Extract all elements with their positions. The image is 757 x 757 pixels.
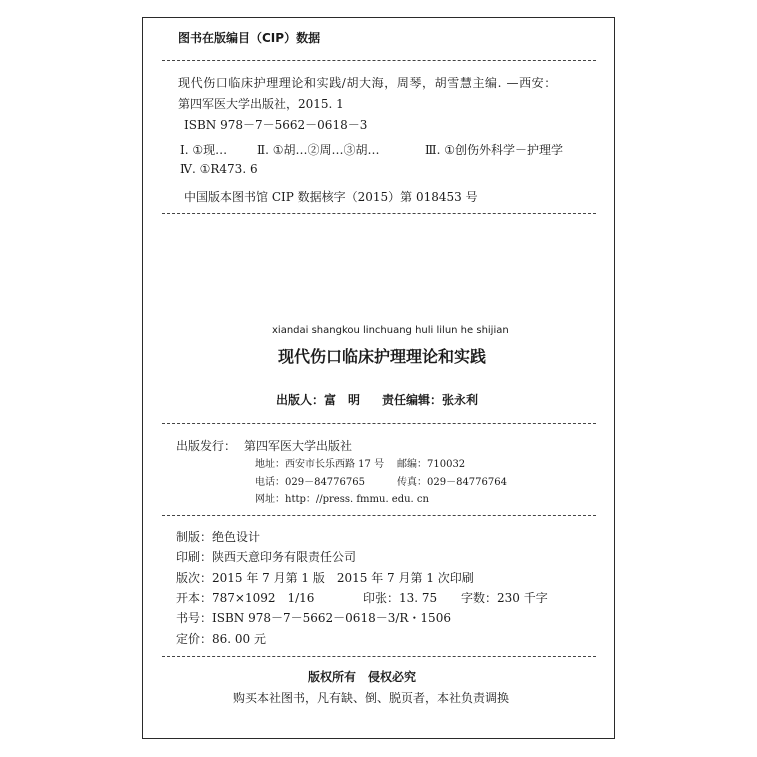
production-edition: 版次：2015 年 7 月第 1 版 2015 年 7 月第 1 次印刷 (176, 571, 474, 585)
book-title: 现代伤口临床护理理论和实践 (278, 347, 487, 366)
distribution-label: 出版发行： (176, 439, 237, 453)
cip-class-1: Ⅰ. ①现… (180, 143, 228, 157)
production-printing: 印刷：陕西天意印务有限责任公司 (176, 550, 357, 564)
cip-isbn: ISBN 978－7－5662－0618－3 (184, 118, 368, 132)
divider-production-end (162, 656, 596, 657)
divider-title-end (162, 423, 596, 424)
production-design: 制版：绝色设计 (176, 530, 261, 544)
production-words: 字数：230 千字 (461, 591, 548, 605)
cip-class-2: Ⅱ. ①胡…②周…③胡… (257, 143, 380, 157)
production-sheets: 印张：13. 75 (363, 591, 438, 605)
production-book-number: 书号：ISBN 978－7－5662－0618－3/R・1506 (176, 611, 451, 625)
cip-heading: 图书在版编目（CIP）数据 (178, 31, 321, 45)
publisher-person: 出版人：富 明 (276, 393, 361, 407)
cip-class-4: Ⅳ. ①R473. 6 (180, 162, 258, 176)
cip-line2: 第四军医大学出版社，2015. 1 (178, 97, 344, 111)
production-price: 定价：86. 00 元 (176, 632, 266, 646)
divider-cip-end (162, 213, 596, 214)
cip-line1: 现代伤口临床护理理论和实践/胡大海，周琴，胡雪慧主编. —西安： (178, 76, 557, 90)
distribution-address: 地址：西安市长乐西路 17 号 (255, 459, 385, 470)
cip-record: 中国版本图书馆 CIP 数据核字（2015）第 018453 号 (184, 190, 478, 204)
divider-top (162, 60, 596, 61)
divider-distribution-end (162, 515, 596, 516)
distribution-postcode: 邮编：710032 (397, 459, 466, 470)
distribution-phone: 电话：029－84776765 (255, 477, 365, 488)
copyright-notice: 版权所有 侵权必究 (308, 670, 417, 684)
distribution-name: 第四军医大学出版社 (244, 439, 353, 453)
copyright-exchange: 购买本社图书，凡有缺、倒、脱页者，本社负责调换 (233, 691, 510, 705)
title-pinyin: xiandai shangkou linchuang huli lilun he shijian (272, 325, 509, 336)
production-format: 开本：787×1092 1/16 (176, 591, 315, 605)
distribution-fax: 传真：029－84776764 (397, 477, 507, 488)
distribution-website: 网址：http：//press. fmmu. edu. cn (255, 494, 429, 505)
responsible-editor: 责任编辑：张永利 (382, 393, 479, 407)
cip-class-3: Ⅲ. ①创伤外科学－护理学 (425, 143, 563, 157)
